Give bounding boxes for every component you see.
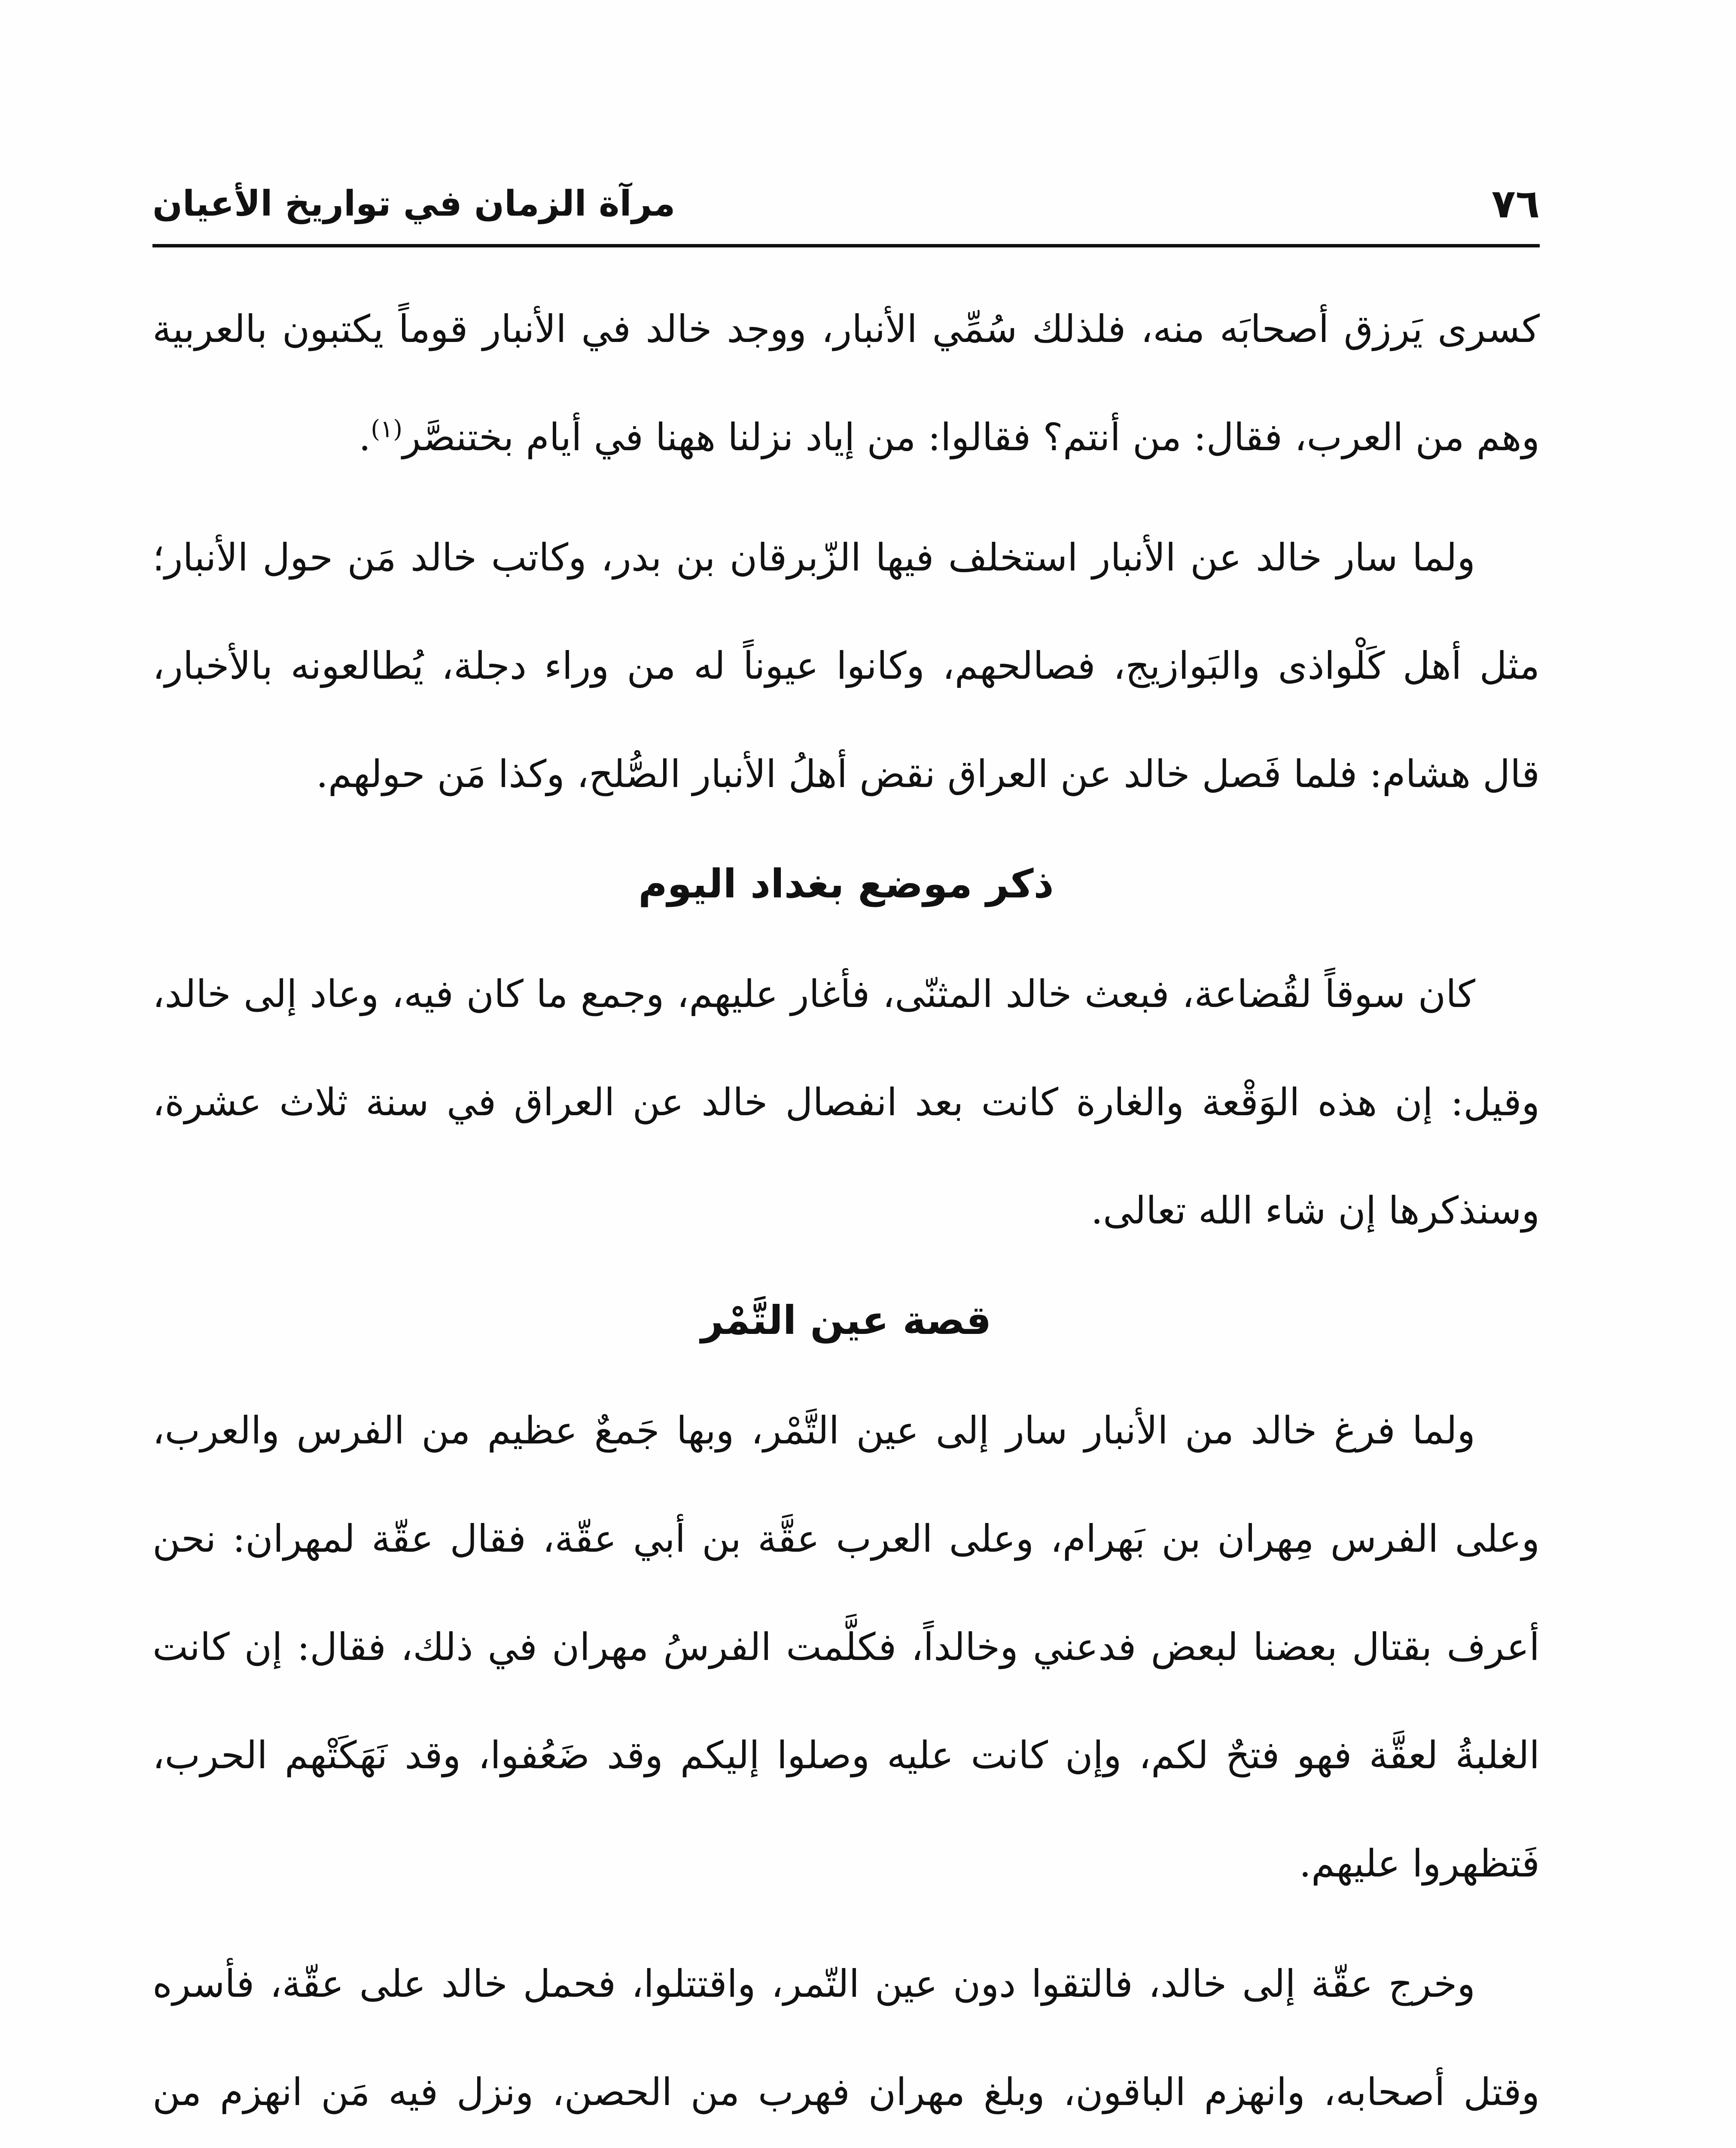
paragraph: ولما سار خالد عن الأنبار استخلف فيها الزّبرقان بن بدر، وكاتب خالد مَن حول الأنبار؛ مثل أهل كَلْواذى والبَوازيج، فصالحهم، وكانوا عيوناً له من وراء دجلة، يُطالعونه بالأخبار، قال هشام: فلما فَصل خالد عن العراق نقض أهلُ الأنبار الصُّلح، وكذا مَن حولهم.	[152, 535, 1540, 796]
paragraph: كسرى يَرزق أصحابَه منه، فلذلك سُمِّي الأنبار، ووجد خالد في الأنبار قوماً يكتبون بالعربية وهم من العرب، فقال: من أنتم؟ فقالوا: من إياد نزلنا ههنا في أيام بختنصَّر$^{(١)}$.	[152, 307, 1540, 459]
footnote-marker: (١)	[371, 415, 403, 443]
paragraph: وخرج عقّة إلى خالد، فالتقوا دون عين التّمر، واقتتلوا، فحمل خالد على عقّة، فأسره وقتل أصحابه، وانهزم الباقون، وبلغ مهران فهرب من الحصن، ونزل فيه مَن انهزم من	[152, 1962, 1540, 2114]
section-heading: ذكر موضع بغداد اليوم	[638, 861, 1054, 907]
page-header	[152, 172, 1540, 236]
page-number: ٧٦	[1491, 181, 1540, 227]
paragraph: كان سوقاً لقُضاعة، فبعث خالد المثنّى، فأغار عليهم، وجمع ما كان فيه، وعاد إلى خالد، وقيل: إن هذه الوَقْعة والغارة كانت بعد انفصال خالد عن العراق في سنة ثلاث عشرة، وسنذكرها إن شاء الله تعالى.	[152, 972, 1540, 1233]
paragraph: ولما فرغ خالد من الأنبار سار إلى عين التَّمْر، وبها جَمعٌ عظيم من الفرس والعرب، وعلى الفرس مِهران بن بَهرام، وعلى العرب عقَّة بن أبي عقّة، فقال عقّة لمهران: نحن أعرف بقتال بعضنا لبعض فدعني وخالداً، فكلَّمت الفرسُ مهران في ذلك، فقال: إن كانت الغلبةُ لعقَّة فهو فتحٌ لكم، وإن كانت عليه وصلوا إليكم وقد ضَعُفوا، وقد نَهَكَتْهم الحرب، فَتظهروا عليهم.	[152, 1408, 1540, 1886]
header-divider	[152, 244, 1540, 247]
section-heading: قصة عين التَّمْر	[700, 1297, 992, 1343]
main-text	[152, 275, 1540, 2148]
running-title: مرآة الزمان في تواريخ الأعيان	[152, 183, 676, 224]
